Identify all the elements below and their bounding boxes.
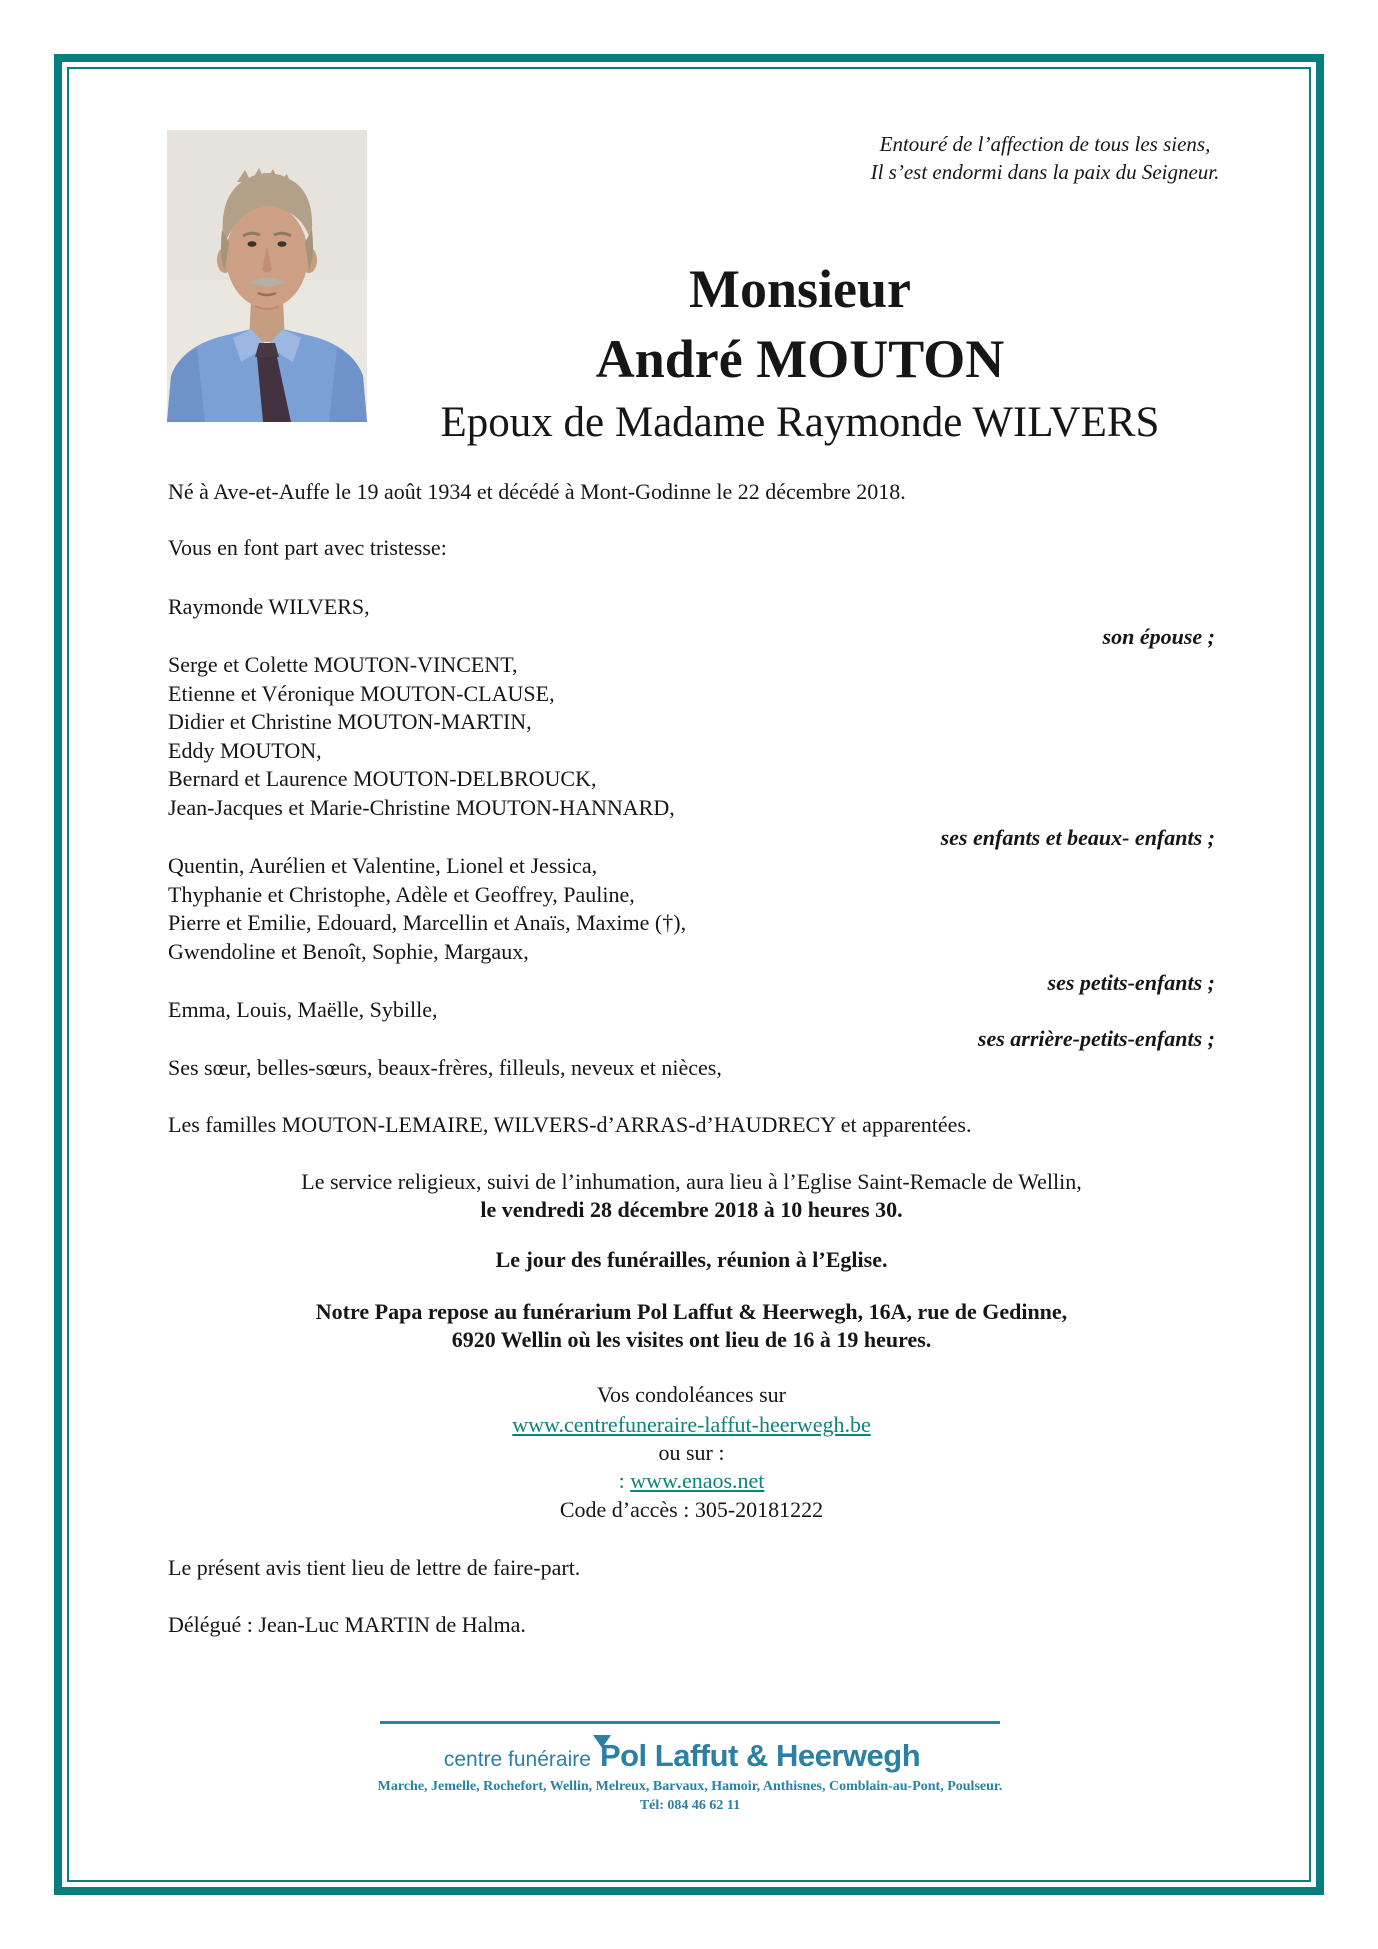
spouse-label: son épouse ;: [1102, 624, 1215, 649]
child-line: Jean-Jacques et Marie-Christine MOUTON-HANNARD,: [168, 794, 675, 820]
portrait-photo: [167, 130, 367, 422]
epitaph-line-2: Il s’est endormi dans la paix du Seigneur.: [870, 160, 1220, 184]
grandchild-line: Quentin, Aurélien et Valentine, Lionel et Jessica,: [168, 853, 598, 878]
grandchild-line: Thyphanie et Christophe, Adèle et Geoffrey, Pauline,: [168, 881, 635, 907]
condolences-link-2-row: [168, 1467, 1215, 1495]
relatives-line: Ses sœur, belles-sœurs, beaux-frères, filleuls, neveux et nièces,: [168, 1055, 722, 1080]
grandchild-line: Gwendoline et Benoît, Sophie, Margaux,: [168, 938, 529, 964]
title-block: [370, 254, 1230, 452]
repose-line-1: Notre Papa repose au funérarium Pol Laffut & Heerwegh, 16A, rue de Gedinne,: [315, 1299, 1068, 1324]
service-datetime: le vendredi 28 décembre 2018 à 10 heures 30.: [480, 1197, 903, 1222]
child-line: Didier et Christine MOUTON-MARTIN,: [168, 709, 532, 734]
grandchildren-list: [168, 852, 1215, 966]
child-line: Serge et Colette MOUTON-VINCENT,: [168, 652, 518, 677]
children-list: [168, 651, 1215, 822]
spouse-of-line: Epoux de Madame Raymonde WILVERS: [440, 399, 1160, 446]
or-line: ou sur :: [658, 1440, 725, 1465]
grandchildren-label: ses petits-enfants ;: [1047, 970, 1215, 995]
epitaph: [845, 130, 1245, 186]
child-line: Eddy MOUTON,: [168, 737, 322, 763]
great-grandchildren-label: ses arrière-petits-enfants ;: [977, 1026, 1215, 1051]
child-line: Bernard et Laurence MOUTON-DELBROUCK,: [168, 766, 597, 791]
announcement-line: Vous en font part avec tristesse:: [168, 535, 447, 560]
condolences-link-1-row: [168, 1411, 1215, 1439]
faire-part-notice: Le présent avis tient lieu de lettre de faire-part.: [168, 1555, 581, 1580]
deceased-title: Monsieur: [689, 259, 911, 319]
families-line: Les familles MOUTON-LEMAIRE, WILVERS-d’ARRAS-d’HAUDRECY et apparentées.: [168, 1112, 972, 1137]
child-line: Etienne et Véronique MOUTON-CLAUSE,: [168, 680, 555, 706]
funeral-home-website-link[interactable]: www.centrefuneraire-laffut-heerwegh.be: [512, 1412, 871, 1437]
enaos-website-link[interactable]: www.enaos.net: [630, 1468, 765, 1493]
brand-type-label: centre funéraire: [443, 1748, 591, 1771]
access-code-line: Code d’accès : 305-20181222: [559, 1497, 824, 1522]
logo-divider-line: [380, 1721, 1000, 1724]
birth-death-line: Né à Ave-et-Auffe le 19 août 1934 et décédé à Mont-Godinne le 22 décembre 2018.: [168, 479, 906, 504]
meeting-line: Le jour des funérailles, réunion à l’Eglise.: [495, 1247, 888, 1272]
children-label: ses enfants et beaux- enfants ;: [940, 825, 1215, 850]
grandchild-line: Pierre et Emilie, Edouard, Marcellin et Anaïs, Maxime (†),: [168, 910, 687, 935]
condolences-intro: Vos condoléances sur: [597, 1382, 786, 1407]
delegate-line: Délégué : Jean-Luc MARTIN de Halma.: [168, 1612, 526, 1637]
spouse-name: Raymonde WILVERS,: [168, 594, 370, 619]
deceased-name: André MOUTON: [595, 329, 1005, 389]
brand-name: Pol Laffut & Heerwegh: [599, 1738, 921, 1773]
brand-row: [332, 1738, 1032, 1774]
enaos-link-prefix: :: [618, 1468, 631, 1493]
service-line: Le service religieux, suivi de l’inhumation, aura lieu à l’Eglise Saint-Remacle de Wellin,: [301, 1169, 1082, 1194]
funeral-home-logo: [340, 1721, 1040, 1814]
brand-phone: Tél: 084 46 62 11: [639, 1798, 741, 1813]
brand-locations: Marche, Jemelle, Rochefort, Wellin, Melreux, Barvaux, Hamoir, Anthisnes, Comblain-au-Pont, Poulseur.: [377, 1779, 1003, 1794]
epitaph-line-1: Entouré de l’affection de tous les siens,: [879, 132, 1211, 156]
repose-line-2: 6920 Wellin où les visites ont lieu de 16 à 19 heures.: [451, 1327, 932, 1352]
great-grandchildren-line: Emma, Louis, Maëlle, Sybille,: [168, 997, 438, 1022]
